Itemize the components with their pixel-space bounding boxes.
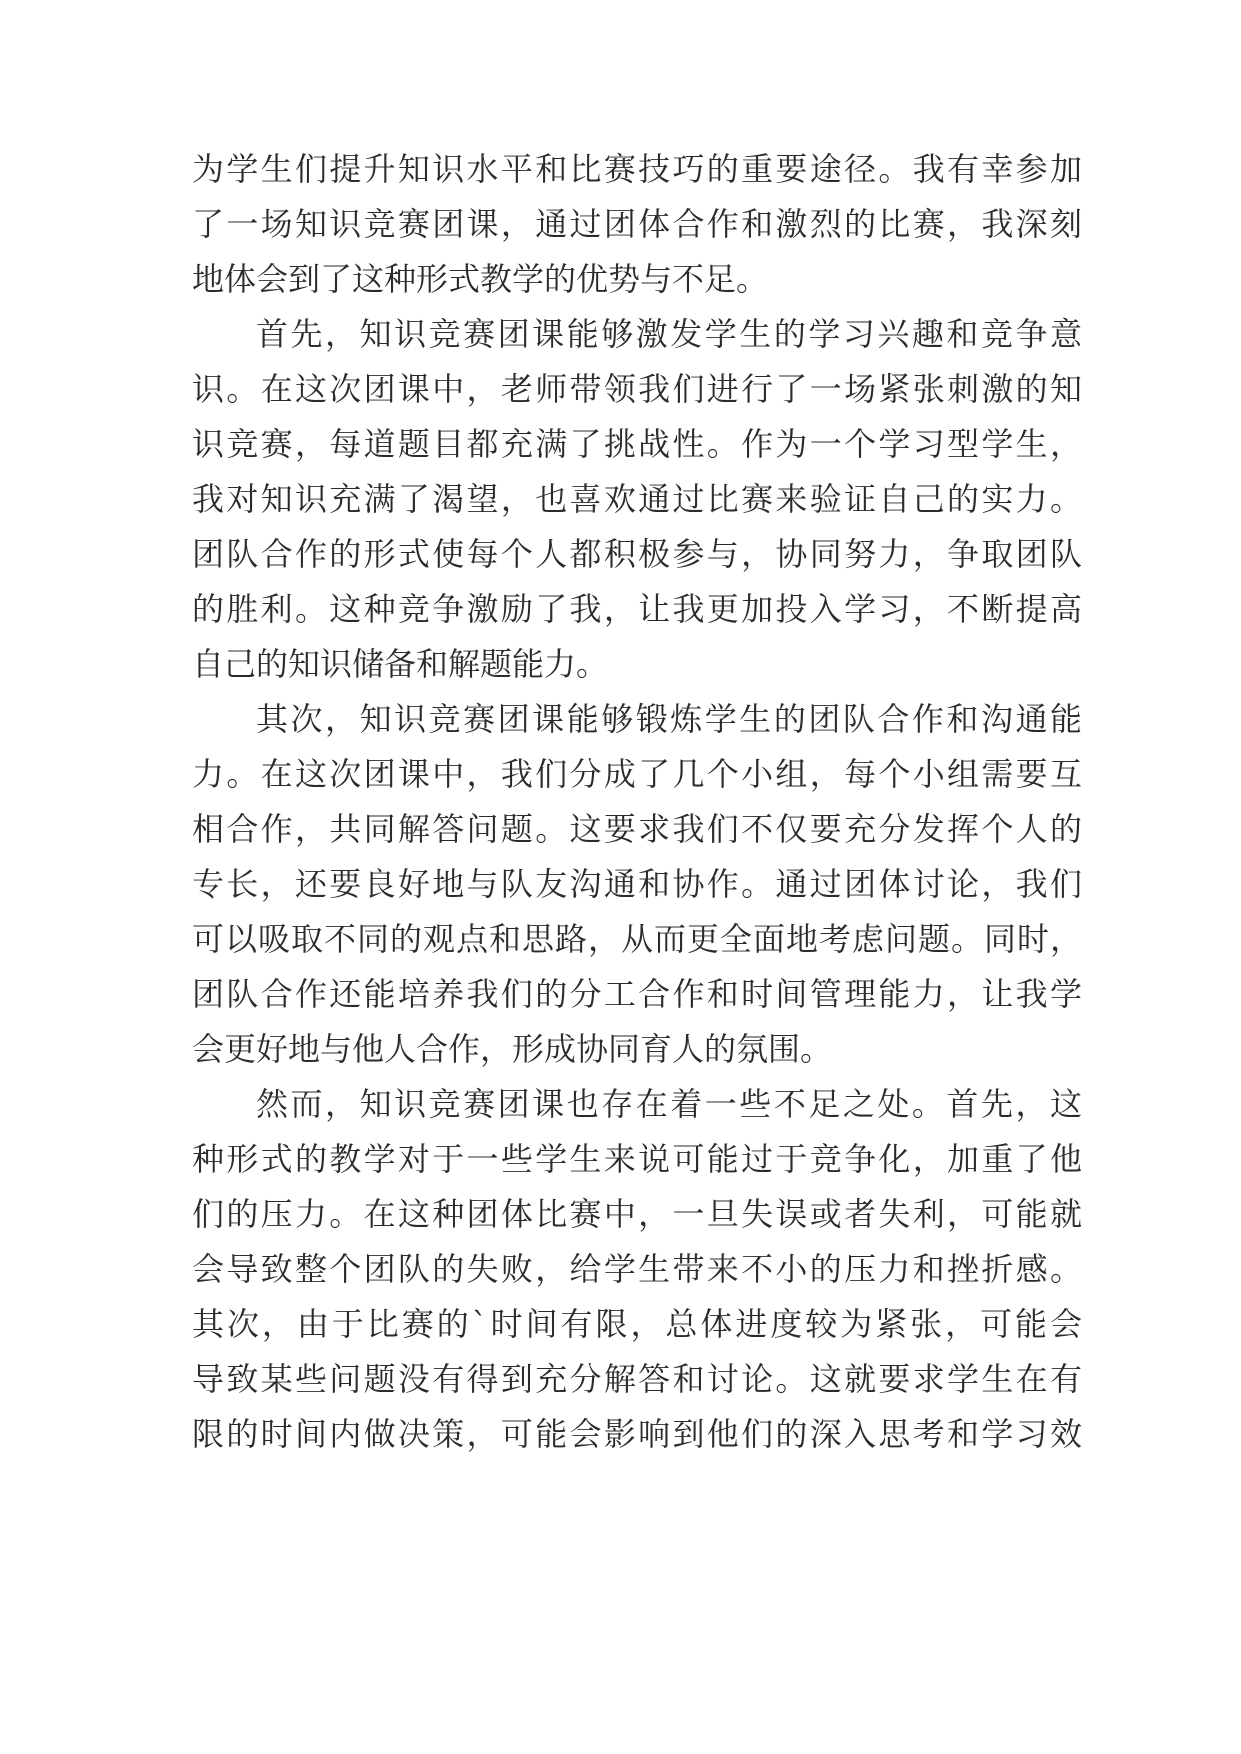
- paragraph: [192, 142, 1082, 307]
- text-line: 首先，知识竞赛团课能够激发学生的学习兴趣和竞争意: [256, 315, 1082, 353]
- document-body: [192, 142, 1082, 1462]
- text-line: 地体会到了这种形式教学的优势与不足。: [192, 260, 769, 298]
- paragraph: [192, 1077, 1082, 1462]
- text-line: 的胜利。这种竞争激励了我，让我更加投入学习，不断提高: [192, 590, 1082, 628]
- text-line: 可以吸取不同的观点和思路，从而更全面地考虑问题。同时，: [192, 920, 1082, 958]
- text-line: 会导致整个团队的失败，给学生带来不小的压力和挫折感。: [192, 1250, 1082, 1288]
- paragraph: [192, 307, 1082, 692]
- text-line: 导致某些问题没有得到充分解答和讨论。这就要求学生在有: [192, 1360, 1082, 1398]
- text-line: 识竞赛，每道题目都充满了挑战性。作为一个学习型学生，: [192, 425, 1082, 463]
- text-line: 识。在这次团课中，老师带领我们进行了一场紧张刺激的知: [192, 370, 1082, 408]
- text-line: 其次，知识竞赛团课能够锻炼学生的团队合作和沟通能: [256, 700, 1082, 738]
- text-line: 其次，由于比赛的`时间有限，总体进度较为紧张，可能会: [192, 1305, 1082, 1343]
- text-line: 我对知识充满了渴望，也喜欢通过比赛来验证自己的实力。: [192, 480, 1082, 518]
- text-line: 专长，还要良好地与队友沟通和协作。通过团体讨论，我们: [192, 865, 1082, 903]
- text-line: 团队合作还能培养我们的分工合作和时间管理能力，让我学: [192, 975, 1082, 1013]
- text-line: 种形式的教学对于一些学生来说可能过于竞争化，加重了他: [192, 1140, 1082, 1178]
- paragraph: [192, 692, 1082, 1077]
- text-line: 们的压力。在这种团体比赛中，一旦失误或者失利，可能就: [192, 1195, 1082, 1233]
- text-line: 了一场知识竞赛团课，通过团体合作和激烈的比赛，我深刻: [192, 205, 1082, 243]
- text-line: 然而，知识竞赛团课也存在着一些不足之处。首先，这: [256, 1085, 1082, 1123]
- text-line: 会更好地与他人合作，形成协同育人的氛围。: [192, 1030, 833, 1068]
- text-line: 力。在这次团课中，我们分成了几个小组，每个小组需要互: [192, 755, 1082, 793]
- text-line: 团队合作的形式使每个人都积极参与，协同努力，争取团队: [192, 535, 1082, 573]
- text-line: 自己的知识储备和解题能力。: [192, 645, 609, 683]
- text-line: 限的时间内做决策，可能会影响到他们的深入思考和学习效: [192, 1415, 1082, 1453]
- text-line: 为学生们提升知识水平和比赛技巧的重要途径。我有幸参加: [192, 150, 1082, 188]
- text-line: 相合作，共同解答问题。这要求我们不仅要充分发挥个人的: [192, 810, 1082, 848]
